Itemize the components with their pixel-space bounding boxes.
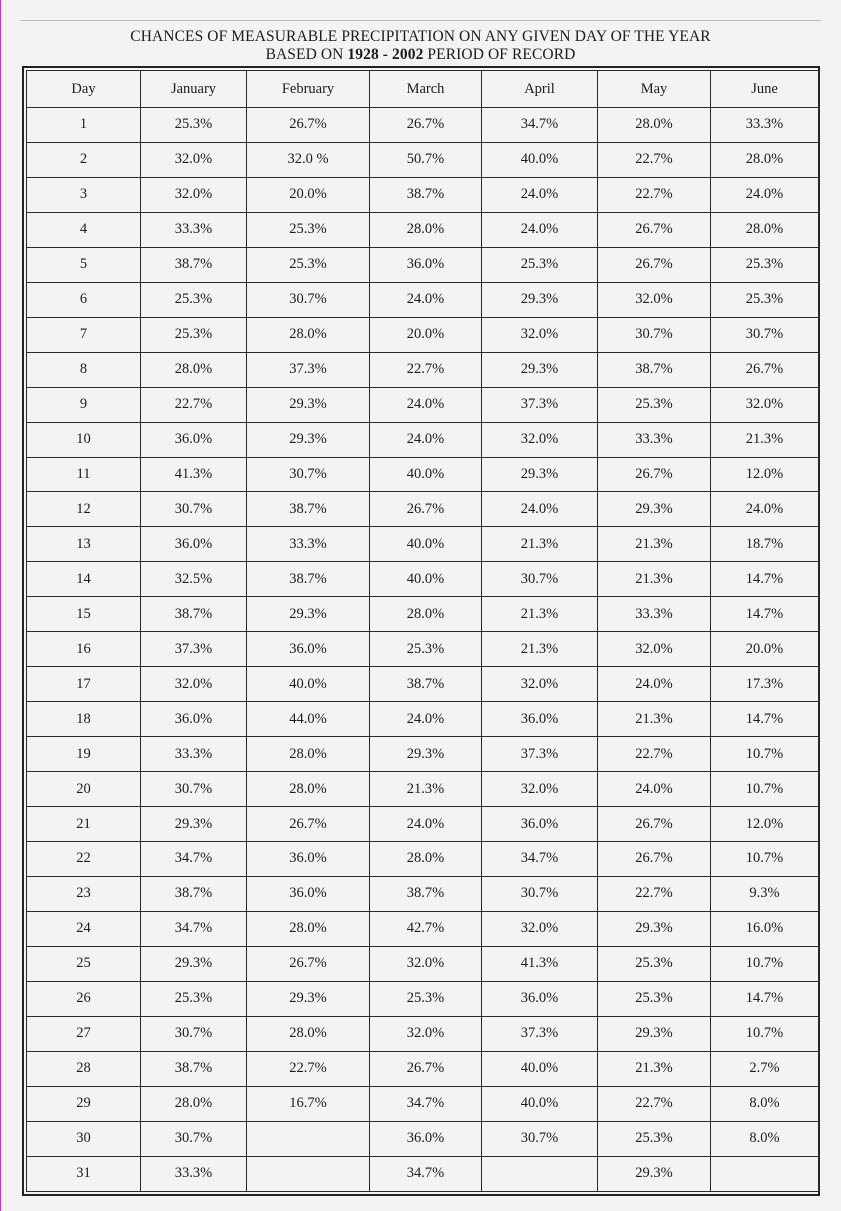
cell-may: 33.3% [598,597,711,632]
cell-june: 10.7% [711,772,819,807]
cell-may: 26.7% [598,807,711,842]
cell-march: 26.7% [370,1051,482,1086]
cell-april: 37.3% [482,387,598,422]
cell-day: 23 [27,876,141,911]
cell-april: 40.0% [482,1086,598,1121]
cell-june: 12.0% [711,457,819,492]
cell-january: 30.7% [141,492,247,527]
cell-day: 24 [27,911,141,946]
table-row [27,737,819,772]
table-row [27,632,819,667]
cell-june: 25.3% [711,282,819,317]
cell-march: 40.0% [370,562,482,597]
cell-february: 29.3% [247,387,370,422]
cell-april: 36.0% [482,807,598,842]
cell-february: 28.0% [247,737,370,772]
title-line-1: CHANCES OF MEASURABLE PRECIPITATION ON ANY GIVEN DAY OF THE YEAR [130,28,711,45]
header-april: April [482,71,598,108]
cell-day: 14 [27,562,141,597]
cell-april: 32.0% [482,911,598,946]
cell-day: 7 [27,317,141,352]
cell-february [247,1121,370,1156]
cell-february: 29.3% [247,422,370,457]
cell-june: 26.7% [711,352,819,387]
cell-march: 28.0% [370,212,482,247]
cell-may: 28.0% [598,108,711,143]
cell-april: 30.7% [482,876,598,911]
table-row [27,911,819,946]
cell-day: 31 [27,1156,141,1191]
cell-january: 38.7% [141,876,247,911]
cell-march: 25.3% [370,981,482,1016]
cell-may: 22.7% [598,142,711,177]
cell-january: 25.3% [141,282,247,317]
cell-january: 41.3% [141,457,247,492]
table-row [27,387,819,422]
cell-day: 18 [27,702,141,737]
cell-february: 36.0% [247,842,370,877]
header-february: February [247,71,370,108]
cell-april [482,1156,598,1191]
cell-february: 40.0% [247,667,370,702]
cell-may: 21.3% [598,702,711,737]
cell-may: 26.7% [598,247,711,282]
cell-may: 22.7% [598,876,711,911]
cell-day: 5 [27,247,141,282]
cell-june: 14.7% [711,702,819,737]
cell-may: 22.7% [598,737,711,772]
cell-may: 29.3% [598,1156,711,1191]
table-body [27,108,819,1192]
table-row [27,1051,819,1086]
cell-february: 38.7% [247,562,370,597]
cell-june: 24.0% [711,177,819,212]
cell-march: 38.7% [370,177,482,212]
cell-day: 26 [27,981,141,1016]
cell-march: 24.0% [370,807,482,842]
cell-day: 27 [27,1016,141,1051]
title-line-2 [0,46,841,64]
cell-day: 9 [27,387,141,422]
cell-march: 24.0% [370,387,482,422]
cell-january: 32.5% [141,562,247,597]
cell-february: 38.7% [247,492,370,527]
cell-april: 36.0% [482,702,598,737]
cell-day: 10 [27,422,141,457]
cell-day: 20 [27,772,141,807]
cell-june: 8.0% [711,1086,819,1121]
cell-april: 21.3% [482,527,598,562]
table-row [27,492,819,527]
cell-march: 26.7% [370,108,482,143]
cell-april: 37.3% [482,1016,598,1051]
cell-may: 26.7% [598,212,711,247]
cell-may: 21.3% [598,562,711,597]
cell-june [711,1156,819,1191]
cell-january: 37.3% [141,632,247,667]
cell-march: 20.0% [370,317,482,352]
cell-february [247,1156,370,1191]
cell-january: 34.7% [141,842,247,877]
cell-march: 50.7% [370,142,482,177]
cell-april: 24.0% [482,212,598,247]
cell-june: 10.7% [711,1016,819,1051]
cell-february: 29.3% [247,981,370,1016]
cell-may: 29.3% [598,911,711,946]
cell-june: 30.7% [711,317,819,352]
precipitation-table-frame [22,66,820,1196]
cell-february: 22.7% [247,1051,370,1086]
cell-february: 26.7% [247,108,370,143]
title-line-2-prefix: BASED ON [265,46,348,63]
cell-may: 32.0% [598,632,711,667]
cell-day: 8 [27,352,141,387]
cell-may: 26.7% [598,457,711,492]
cell-may: 38.7% [598,352,711,387]
cell-june: 10.7% [711,737,819,772]
table-row [27,702,819,737]
cell-day: 19 [27,737,141,772]
cell-day: 11 [27,457,141,492]
table-row [27,108,819,143]
cell-january: 34.7% [141,911,247,946]
cell-march: 40.0% [370,527,482,562]
cell-march: 36.0% [370,247,482,282]
cell-may: 25.3% [598,1121,711,1156]
cell-january: 33.3% [141,1156,247,1191]
cell-june: 14.7% [711,597,819,632]
cell-march: 24.0% [370,702,482,737]
header-day: Day [27,71,141,108]
title-years: 1928 - 2002 [347,46,424,63]
cell-day: 21 [27,807,141,842]
table-row [27,142,819,177]
table-row [27,282,819,317]
cell-february: 33.3% [247,527,370,562]
header-may: May [598,71,711,108]
table-row [27,876,819,911]
cell-january: 32.0% [141,142,247,177]
table-row [27,457,819,492]
cell-january: 25.3% [141,981,247,1016]
cell-may: 24.0% [598,772,711,807]
cell-february: 32.0 % [247,142,370,177]
precipitation-table [26,70,819,1192]
cell-april: 24.0% [482,492,598,527]
table-row [27,772,819,807]
table-row [27,667,819,702]
cell-january: 29.3% [141,946,247,981]
cell-june: 28.0% [711,142,819,177]
cell-june: 2.7% [711,1051,819,1086]
cell-april: 32.0% [482,772,598,807]
cell-april: 21.3% [482,597,598,632]
cell-day: 2 [27,142,141,177]
table-row [27,247,819,282]
cell-june: 10.7% [711,842,819,877]
table-row [27,946,819,981]
cell-april: 21.3% [482,632,598,667]
header-march: March [370,71,482,108]
cell-day: 4 [27,212,141,247]
cell-february: 28.0% [247,1016,370,1051]
cell-april: 24.0% [482,177,598,212]
cell-april: 36.0% [482,981,598,1016]
cell-june: 21.3% [711,422,819,457]
cell-june: 33.3% [711,108,819,143]
cell-february: 29.3% [247,597,370,632]
cell-january: 28.0% [141,352,247,387]
cell-march: 32.0% [370,1016,482,1051]
cell-january: 30.7% [141,1016,247,1051]
cell-january: 30.7% [141,772,247,807]
cell-june: 24.0% [711,492,819,527]
cell-june: 17.3% [711,667,819,702]
cell-february: 25.3% [247,247,370,282]
cell-march: 24.0% [370,422,482,457]
cell-march: 32.0% [370,946,482,981]
cell-january: 25.3% [141,108,247,143]
table-row [27,352,819,387]
cell-january: 32.0% [141,177,247,212]
cell-february: 20.0% [247,177,370,212]
cell-may: 25.3% [598,387,711,422]
cell-april: 34.7% [482,842,598,877]
cell-january: 29.3% [141,807,247,842]
cell-february: 36.0% [247,632,370,667]
cell-march: 29.3% [370,737,482,772]
cell-june: 16.0% [711,911,819,946]
cell-april: 29.3% [482,282,598,317]
cell-march: 42.7% [370,911,482,946]
cell-may: 21.3% [598,527,711,562]
cell-april: 29.3% [482,352,598,387]
cell-march: 40.0% [370,457,482,492]
cell-february: 28.0% [247,317,370,352]
table-row [27,597,819,632]
table-row [27,317,819,352]
cell-january: 25.3% [141,317,247,352]
page-edge-line [0,0,1,1211]
cell-march: 21.3% [370,772,482,807]
cell-may: 29.3% [598,1016,711,1051]
cell-day: 22 [27,842,141,877]
cell-february: 37.3% [247,352,370,387]
cell-may: 22.7% [598,177,711,212]
document-title [0,28,841,64]
cell-june: 10.7% [711,946,819,981]
title-line-2-suffix: PERIOD OF RECORD [423,46,576,63]
cell-june: 32.0% [711,387,819,422]
cell-may: 25.3% [598,946,711,981]
cell-january: 28.0% [141,1086,247,1121]
cell-april: 32.0% [482,667,598,702]
cell-june: 18.7% [711,527,819,562]
cell-june: 28.0% [711,212,819,247]
cell-february: 28.0% [247,772,370,807]
cell-day: 6 [27,282,141,317]
cell-may: 25.3% [598,981,711,1016]
cell-february: 26.7% [247,946,370,981]
cell-january: 38.7% [141,247,247,282]
cell-march: 38.7% [370,876,482,911]
table-row [27,1121,819,1156]
cell-march: 34.7% [370,1156,482,1191]
cell-march: 22.7% [370,352,482,387]
cell-april: 34.7% [482,108,598,143]
cell-january: 22.7% [141,387,247,422]
cell-june: 25.3% [711,247,819,282]
cell-may: 30.7% [598,317,711,352]
table-row [27,177,819,212]
cell-day: 3 [27,177,141,212]
cell-april: 40.0% [482,1051,598,1086]
cell-january: 30.7% [141,1121,247,1156]
cell-june: 20.0% [711,632,819,667]
cell-day: 17 [27,667,141,702]
cell-february: 28.0% [247,911,370,946]
table-row [27,1086,819,1121]
cell-may: 29.3% [598,492,711,527]
cell-february: 16.7% [247,1086,370,1121]
cell-day: 30 [27,1121,141,1156]
cell-april: 37.3% [482,737,598,772]
cell-june: 14.7% [711,562,819,597]
cell-january: 38.7% [141,597,247,632]
cell-may: 22.7% [598,1086,711,1121]
cell-day: 29 [27,1086,141,1121]
table-row [27,212,819,247]
cell-january: 38.7% [141,1051,247,1086]
cell-january: 36.0% [141,422,247,457]
cell-april: 32.0% [482,317,598,352]
table-row [27,1016,819,1051]
cell-june: 9.3% [711,876,819,911]
cell-day: 1 [27,108,141,143]
table-row [27,422,819,457]
cell-february: 30.7% [247,457,370,492]
header-january: January [141,71,247,108]
table-row [27,562,819,597]
table-row [27,1156,819,1191]
cell-january: 36.0% [141,702,247,737]
cell-february: 30.7% [247,282,370,317]
cell-day: 16 [27,632,141,667]
cell-april: 30.7% [482,1121,598,1156]
cell-march: 28.0% [370,842,482,877]
cell-march: 36.0% [370,1121,482,1156]
cell-april: 41.3% [482,946,598,981]
cell-january: 33.3% [141,212,247,247]
cell-day: 15 [27,597,141,632]
cell-april: 32.0% [482,422,598,457]
cell-day: 28 [27,1051,141,1086]
cell-march: 26.7% [370,492,482,527]
cell-may: 32.0% [598,282,711,317]
cell-march: 38.7% [370,667,482,702]
cell-may: 33.3% [598,422,711,457]
cell-february: 44.0% [247,702,370,737]
cell-may: 26.7% [598,842,711,877]
cell-march: 34.7% [370,1086,482,1121]
cell-january: 32.0% [141,667,247,702]
cell-day: 25 [27,946,141,981]
table-row [27,807,819,842]
cell-day: 13 [27,527,141,562]
cell-january: 33.3% [141,737,247,772]
header-row [27,71,819,108]
cell-february: 25.3% [247,212,370,247]
cell-april: 30.7% [482,562,598,597]
cell-march: 25.3% [370,632,482,667]
cell-may: 24.0% [598,667,711,702]
cell-january: 36.0% [141,527,247,562]
cell-april: 25.3% [482,247,598,282]
header-june: June [711,71,819,108]
table-row [27,842,819,877]
cell-march: 24.0% [370,282,482,317]
cell-march: 28.0% [370,597,482,632]
cell-february: 36.0% [247,876,370,911]
cell-june: 14.7% [711,981,819,1016]
cell-may: 21.3% [598,1051,711,1086]
cell-february: 26.7% [247,807,370,842]
cell-april: 40.0% [482,142,598,177]
top-rule [20,20,821,21]
cell-june: 8.0% [711,1121,819,1156]
cell-april: 29.3% [482,457,598,492]
table-row [27,527,819,562]
cell-day: 12 [27,492,141,527]
cell-june: 12.0% [711,807,819,842]
table-row [27,981,819,1016]
